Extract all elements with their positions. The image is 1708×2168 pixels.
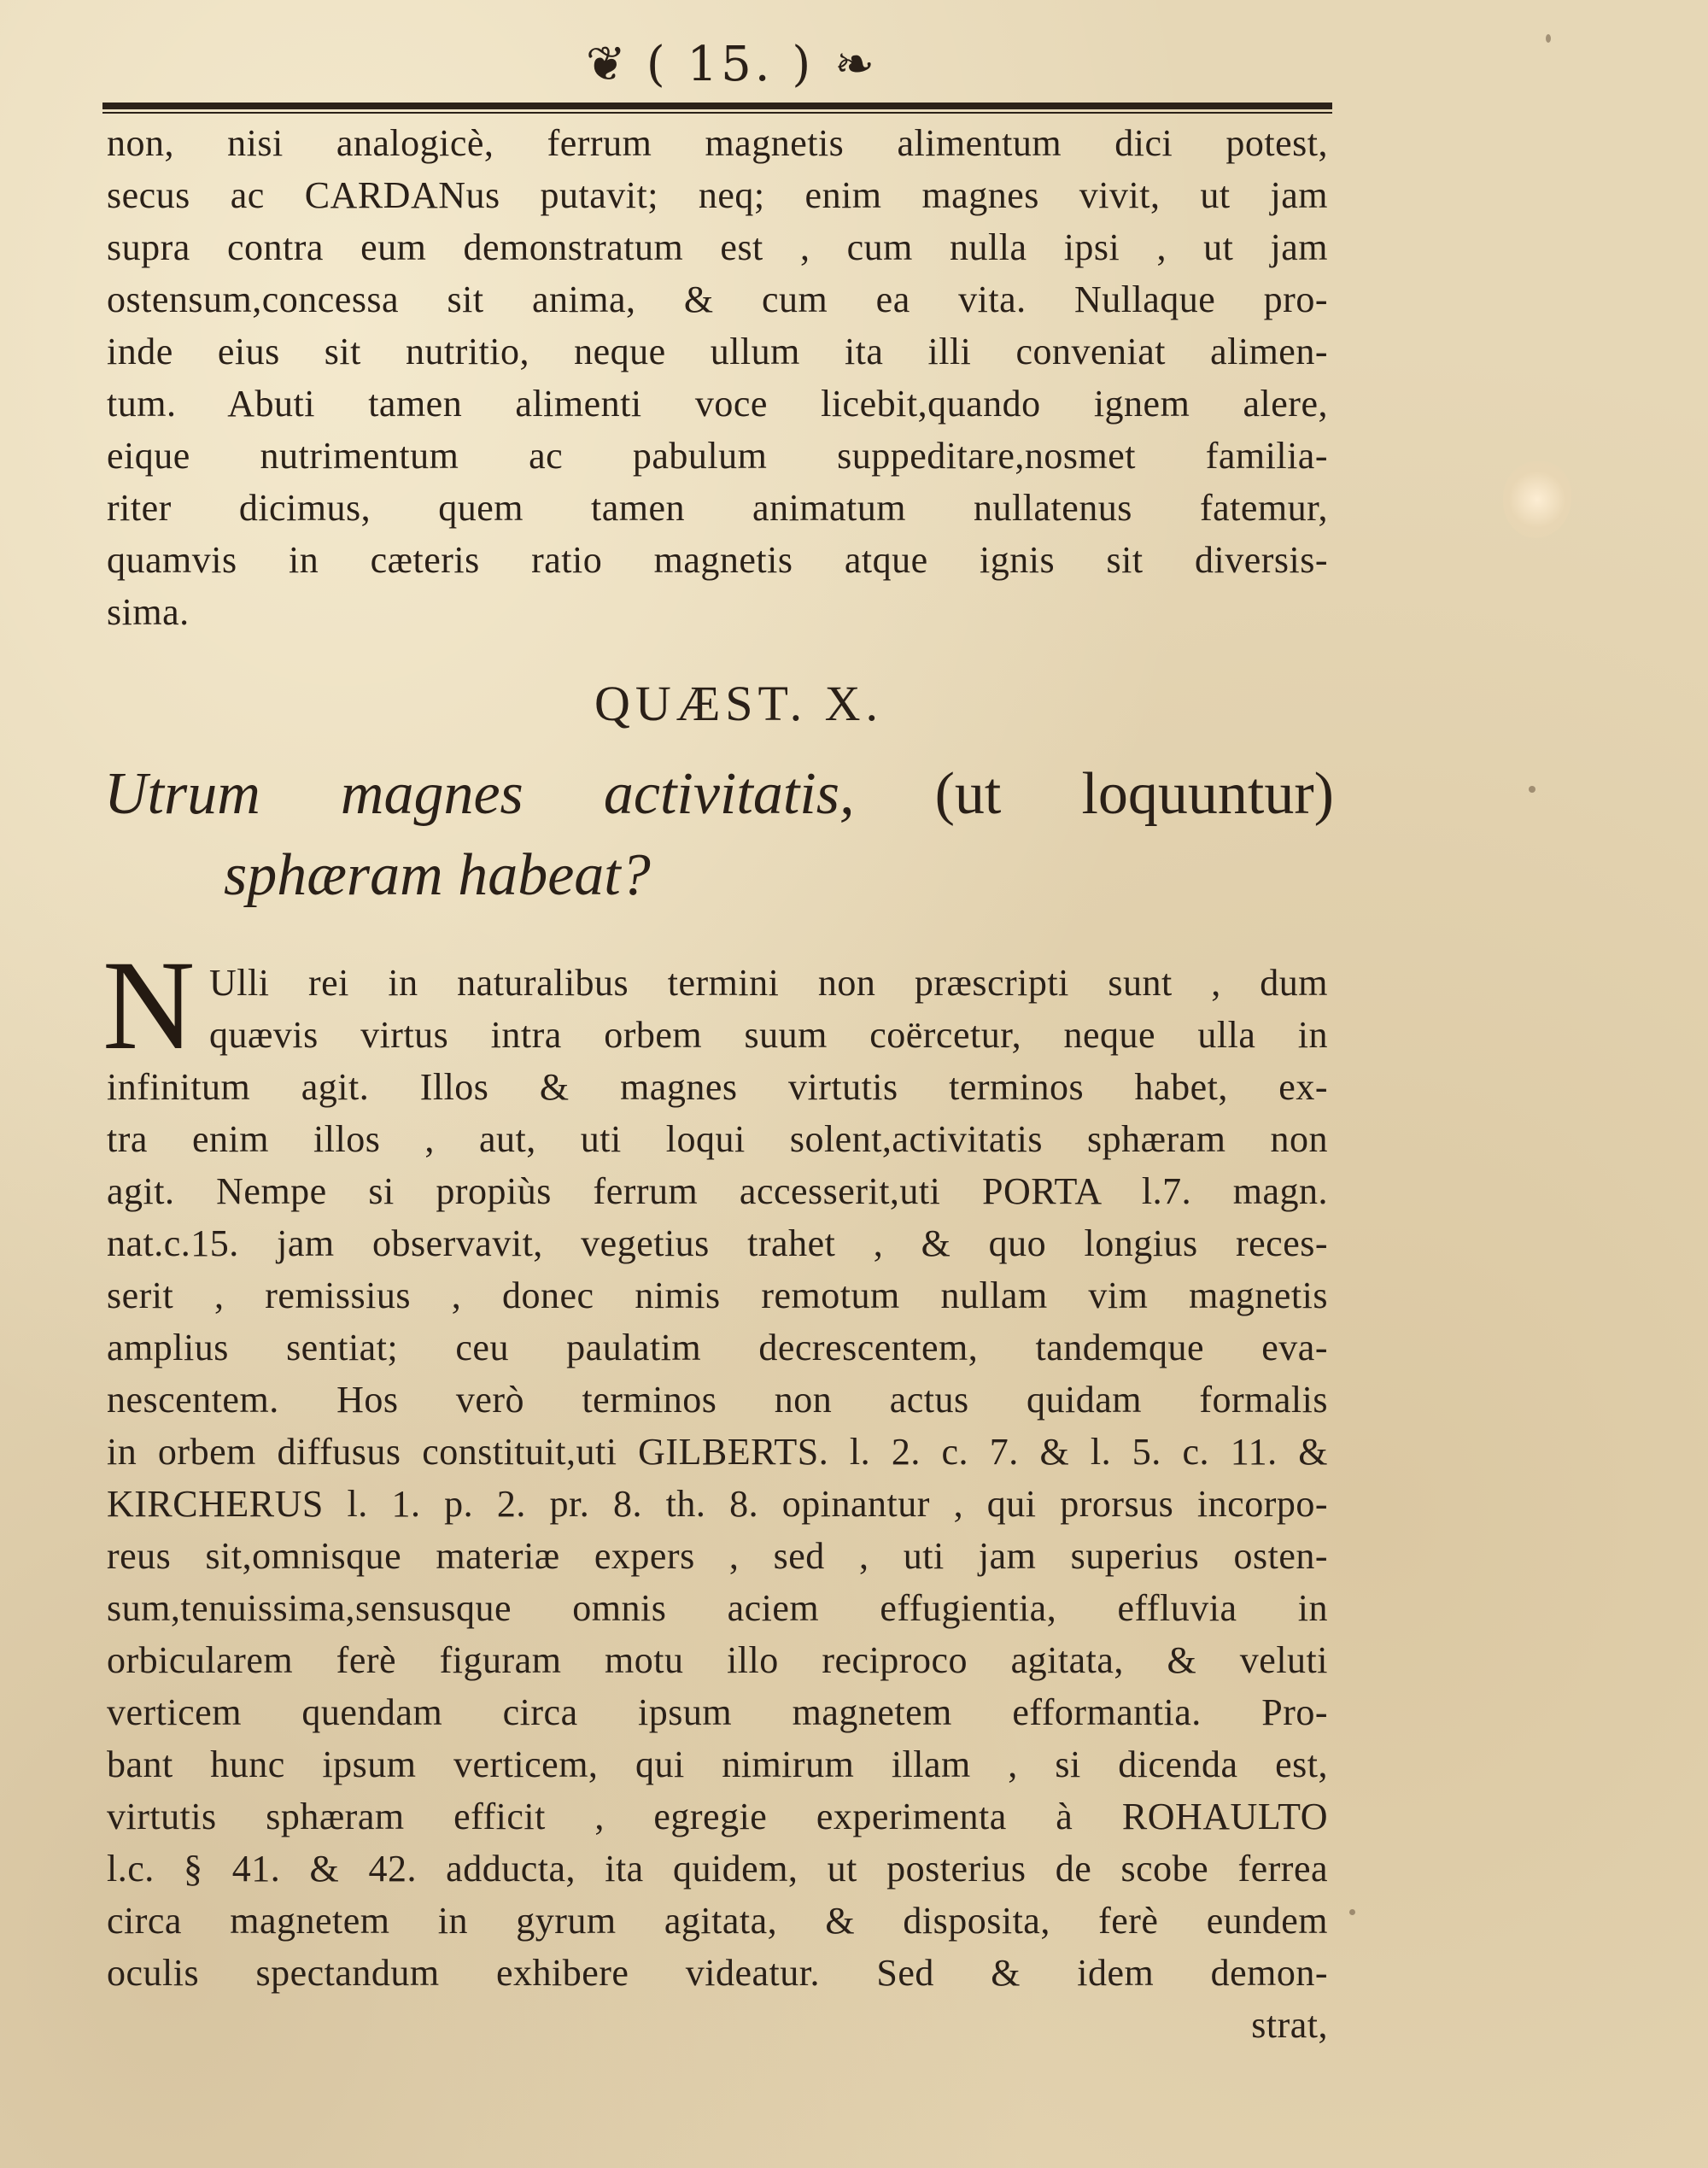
paper-stain — [1503, 461, 1571, 538]
header-rule — [102, 103, 1332, 109]
text-line: circa magnetem in gyrum agitata, & disposita, ferè eundem — [107, 1900, 1328, 1942]
text-line: quamvis in cæteris ratio magnetis atque ignis sit diversis- — [107, 539, 1328, 581]
page-number: ( 15. ) — [646, 36, 815, 92]
body-paragraph — [107, 1061, 1328, 2051]
text-line: eique nutrimentum ac pabulum suppeditare,nosmet familia- — [107, 435, 1328, 477]
text-line: riter dicimus, quem tamen animatum nullatenus fatemur, — [107, 487, 1328, 529]
header-rule-thin — [102, 112, 1332, 114]
body-first-lines — [209, 957, 1328, 1061]
text-line: oculis spectandum exhibere videatur. Sed & idem demon- — [107, 1952, 1328, 1994]
text-line: inde eius sit nutritio, neque ullum ita illi conveniat alimen- — [107, 331, 1328, 372]
question-title-italic: Utrum magnes activitatis, — [104, 761, 855, 827]
page-header — [564, 34, 897, 94]
question-title-line2: sphæram habeat? — [224, 842, 651, 908]
text-line: virtutis sphæram efficit , egregie experimenta à ROHAULTO — [107, 1796, 1328, 1837]
text-line: supra contra eum demonstratum est , cum nulla ipsi , ut jam — [107, 226, 1328, 268]
catchword: strat, — [1251, 2004, 1328, 2046]
text-line: bant hunc ipsum verticem, qui nimirum illam , si dicenda est, — [107, 1743, 1328, 1785]
text-line: ostensum,concessa sit anima, & cum ea vita. Nullaque pro- — [107, 278, 1328, 320]
text-line: agit. Nempe si propiùs ferrum accesserit,uti PORTA l.7. magn. — [107, 1170, 1328, 1212]
text-line: KIRCHERUS l. 1. p. 2. pr. 8. th. 8. opinantur , qui prorsus incorpo- — [107, 1483, 1328, 1525]
text-line: orbicularem ferè figuram motu illo reciproco agitata, & veluti — [107, 1639, 1328, 1681]
text-line: amplius sentiat; ceu paulatim decrescentem, tandemque eva- — [107, 1327, 1328, 1368]
drop-cap: N — [102, 935, 196, 1076]
top-paragraph — [107, 117, 1328, 638]
question-title-line1 — [104, 752, 1334, 837]
text-line: nescentem. Hos verò terminos non actus quidam formalis — [107, 1379, 1328, 1421]
text-line: in orbem diffusus constituit,uti GILBERTS. l. 2. c. 7. & l. 5. c. 11. & — [107, 1431, 1328, 1473]
paper-speck — [1546, 34, 1551, 43]
ornament-right-icon: ❧ — [834, 36, 875, 92]
text-line: infinitum agit. Illos & magnes virtutis terminos habet, ex- — [107, 1066, 1328, 1108]
text-line: reus sit,omnisque materiæ expers , sed , uti jam superius osten- — [107, 1535, 1328, 1577]
paper-speck — [1529, 786, 1535, 793]
question-title-roman: (ut loquuntur) — [854, 761, 1334, 827]
text-line: secus ac CARDANus putavit; neq; enim magnes vivit, ut jam — [107, 174, 1328, 216]
text-line: serit , remissius , donec nimis remotum nullam vim magnetis — [107, 1274, 1328, 1316]
text-line: quævis virtus intra orbem suum coërcetur, neque ulla in — [209, 1014, 1328, 1056]
text-line: sima. — [107, 591, 190, 633]
text-line: tra enim illos , aut, uti loqui solent,activitatis sphæram non — [107, 1118, 1328, 1160]
text-line: sum,tenuissima,sensusque omnis aciem effugientia, effluvia in — [107, 1587, 1328, 1629]
ornament-left-icon: ❦ — [585, 36, 626, 92]
text-line: verticem quendam circa ipsum magnetem efformantia. Pro- — [107, 1691, 1328, 1733]
text-line: l.c. § 41. & 42. adducta, ita quidem, ut posterius de scobe ferrea — [107, 1848, 1328, 1890]
question-heading: QUÆST. X. — [594, 676, 884, 731]
text-line: non, nisi analogicè, ferrum magnetis alimentum dici potest, — [107, 122, 1328, 164]
text-line: Ulli rei in naturalibus termini non præscripti sunt , dum — [209, 962, 1328, 1004]
text-line: nat.c.15. jam observavit, vegetius trahet , & quo longius reces- — [107, 1222, 1328, 1264]
paper-speck — [1349, 1909, 1355, 1915]
text-line: tum. Abuti tamen alimenti voce licebit,quando ignem alere, — [107, 383, 1328, 425]
